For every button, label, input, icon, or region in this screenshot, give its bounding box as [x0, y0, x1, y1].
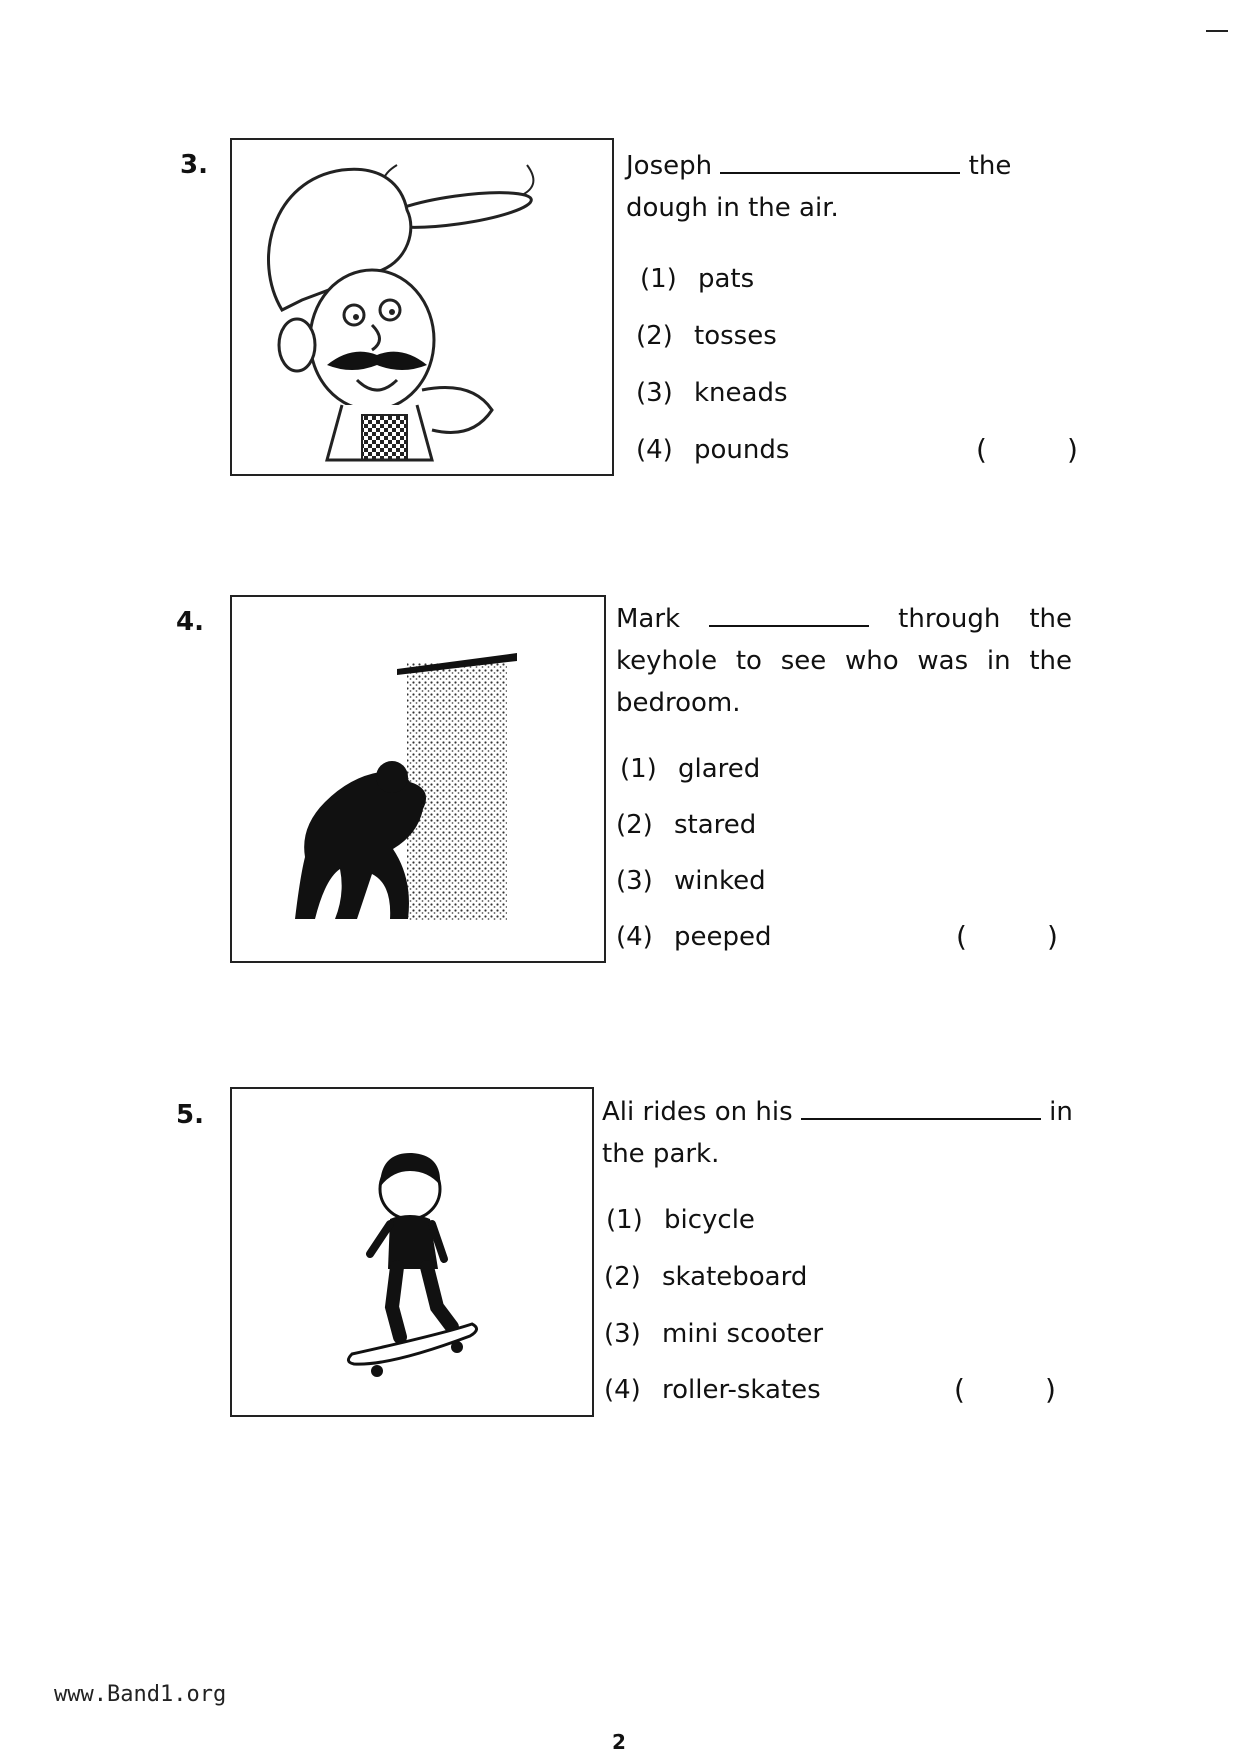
question-3-sentence — [626, 145, 1026, 229]
option-label: winked — [674, 866, 766, 896]
option-number: (3) — [604, 1319, 641, 1349]
question-4-option-3 — [616, 866, 766, 896]
option-label: pounds — [694, 435, 790, 465]
question-5-sentence — [602, 1091, 1092, 1175]
question-5-answer-blank — [801, 1096, 1041, 1120]
boy-on-skateboard-picture — [230, 1087, 594, 1417]
option-label: glared — [678, 754, 761, 784]
question-5-answer-bracket[interactable]: ( ) — [954, 1373, 1056, 1406]
boy-peeping-keyhole-picture — [230, 595, 606, 963]
question-4-text-before: Mark — [616, 604, 681, 634]
question-5-option-3 — [604, 1319, 823, 1349]
page-number: 2 — [612, 1730, 626, 1754]
question-4-option-1 — [620, 754, 760, 784]
option-number: (1) — [640, 264, 677, 294]
question-5-text-after: in the park. — [602, 1097, 1073, 1169]
question-3-text-before: Joseph — [626, 151, 713, 181]
option-number: (3) — [616, 866, 653, 896]
option-number: (3) — [636, 378, 673, 408]
page-edge-mark — [1206, 30, 1228, 32]
keyhole-illustration — [232, 597, 604, 961]
option-label: kneads — [694, 378, 788, 408]
option-number: (2) — [604, 1262, 641, 1292]
option-number: (1) — [606, 1205, 643, 1235]
option-label: bicycle — [664, 1205, 755, 1235]
question-3-option-4 — [636, 435, 789, 465]
skateboard-illustration — [232, 1089, 592, 1415]
question-5-option-4 — [604, 1375, 821, 1405]
question-number-3: 3. — [180, 150, 208, 180]
question-4-answer-blank — [709, 603, 869, 627]
question-3-text-after: the dough in the air. — [626, 151, 1012, 223]
question-4-sentence — [616, 598, 1072, 724]
question-3-answer-blank — [720, 150, 960, 174]
option-label: tosses — [694, 321, 777, 351]
question-3-option-2 — [636, 321, 777, 351]
question-5-option-2 — [604, 1262, 807, 1292]
question-5-text-before: Ali rides on his — [602, 1097, 793, 1127]
question-5-option-1 — [606, 1205, 755, 1235]
option-number: (1) — [620, 754, 657, 784]
option-label: stared — [674, 810, 757, 840]
option-label: pats — [698, 264, 755, 294]
footer-website: www.Band1.org — [54, 1682, 227, 1707]
option-label: skateboard — [662, 1262, 808, 1292]
option-number: (4) — [616, 922, 653, 952]
question-4-option-4 — [616, 922, 772, 952]
question-3-answer-bracket[interactable]: ( ) — [976, 433, 1078, 466]
question-3-option-1 — [640, 264, 754, 294]
question-number-4: 4. — [176, 607, 204, 637]
question-3-option-3 — [636, 378, 788, 408]
question-4-answer-bracket[interactable]: ( ) — [956, 920, 1058, 953]
option-label: mini scooter — [662, 1319, 824, 1349]
option-number: (2) — [616, 810, 653, 840]
question-4-option-2 — [616, 810, 756, 840]
chef-tossing-dough-picture — [230, 138, 614, 476]
option-number: (4) — [604, 1375, 641, 1405]
option-label: roller-skates — [662, 1375, 821, 1405]
option-number: (4) — [636, 435, 673, 465]
chef-illustration — [232, 140, 612, 474]
question-number-5: 5. — [176, 1100, 204, 1130]
option-number: (2) — [636, 321, 673, 351]
question-4-text-after: through the keyhole to see who was in the bedroom. — [616, 604, 1072, 718]
option-label: peeped — [674, 922, 772, 952]
